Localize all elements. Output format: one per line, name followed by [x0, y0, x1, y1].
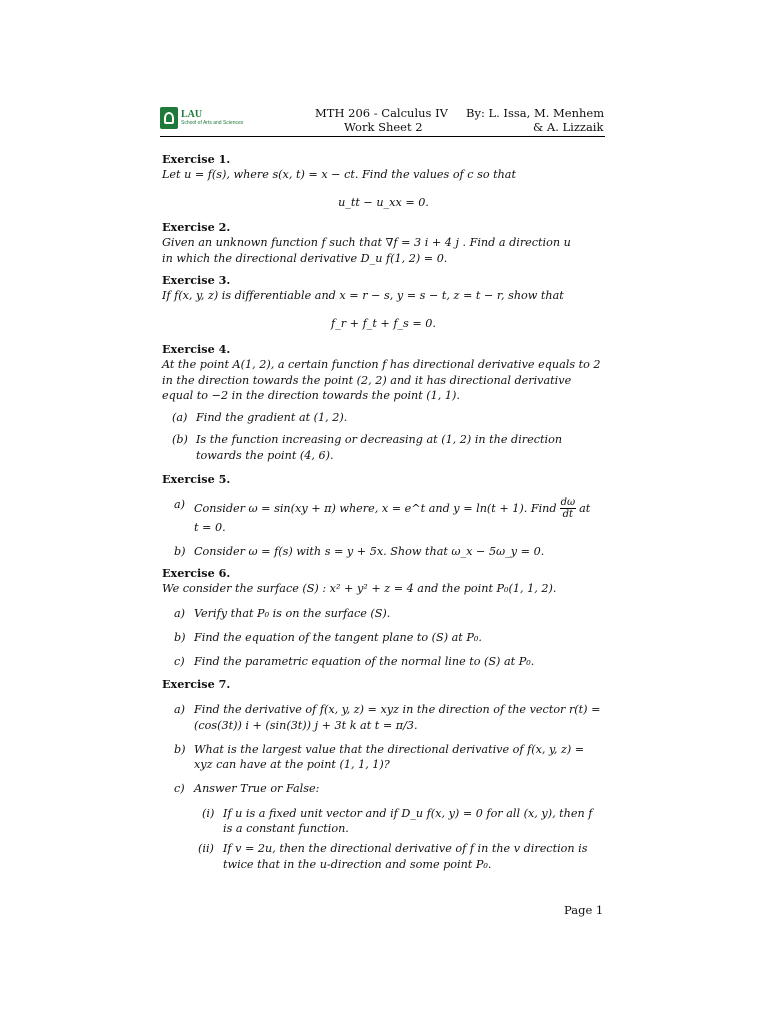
exercise-2: [162, 220, 605, 266]
list-item: [162, 702, 605, 733]
exercise-title: Exercise 1.: [162, 152, 231, 166]
list-item: [162, 630, 605, 645]
list-item: [162, 654, 605, 669]
derivative-fraction: [560, 497, 577, 520]
exercise-title: Exercise 4.: [162, 342, 231, 356]
exercise-text: We consider the surface (S) : x² + y² + z = 4 and the point P₀(1, 1, 2).: [162, 582, 557, 596]
exercise-text-line1: Given an unknown function f such that ∇f = 3 i + 4 j . Find a direction u: [162, 236, 571, 250]
list-item: [162, 497, 605, 535]
item-label: a): [174, 703, 186, 717]
exercise-3: [162, 273, 605, 331]
item-text-line2: t = 0.: [194, 521, 226, 535]
list-item: [162, 544, 605, 559]
sub-list-item: [162, 806, 605, 837]
item-label: (ii): [198, 842, 214, 856]
exercise-1: [162, 152, 605, 210]
logo-name: LAU: [181, 109, 203, 120]
item-label: (i): [202, 806, 215, 820]
item-text: Verify that P₀ is on the surface (S).: [194, 606, 391, 620]
item-text: Consider ω = f(s) with s = y + 5x. Show that ω_x − 5ω_y = 0.: [194, 544, 545, 558]
exercise-title: Exercise 3.: [162, 273, 231, 287]
item-label: (a): [172, 411, 188, 425]
exercise-text-line2: in which the directional derivative D_u f(1, 2) = 0.: [162, 251, 448, 265]
lau-shield-icon: [160, 107, 178, 129]
sub-list-item: [162, 841, 605, 872]
course-title: MTH 206 - Calculus IV: [315, 106, 448, 120]
exercise-5: [162, 472, 605, 559]
exercise-6: [162, 566, 605, 669]
fraction-numerator: dω: [560, 497, 576, 509]
exercise-7: [162, 677, 605, 872]
item-text: Is the function increasing or decreasing at (1, 2) in the direction towards the point (4, 6).: [196, 433, 563, 462]
item-text-line1: Find the derivative of f(x, y, z) = xyz in the direction of the vector r(t) =: [194, 703, 601, 717]
item-text: If u is a fixed unit vector and if D_u f(x, y) = 0 for all (x, y), then f is a constant function.: [223, 806, 593, 836]
sheet-title: Work Sheet 2: [344, 120, 423, 134]
item-text: Find the gradient at (1, 2).: [196, 411, 348, 425]
authors-line2: & A. Lizzaik: [533, 120, 604, 134]
exercise-text: Let u = f(s), where s(x, t) = x − ct. Find the values of c so that: [162, 168, 516, 182]
exercise-title: Exercise 6.: [162, 566, 231, 580]
item-label: b): [174, 544, 186, 558]
exercise-title: Exercise 7.: [162, 677, 231, 691]
exercise-title: Exercise 2.: [162, 220, 231, 234]
item-label: c): [174, 782, 185, 796]
header-rule: [160, 136, 605, 137]
exercise-equation: u_tt − u_xx = 0.: [338, 195, 429, 209]
list-item: [162, 410, 605, 425]
item-label: b): [174, 742, 186, 756]
list-item: [162, 432, 605, 463]
item-text: Answer True or False:: [194, 782, 320, 796]
item-text-line2: (cos(3t)) i + (sin(3t)) j + 3t k at t = π/3.: [194, 718, 418, 732]
item-label: c): [174, 655, 185, 669]
item-text: What is the largest value that the directional derivative of f(x, y, z) = xyz can have at the point (1, 1, 1)?: [194, 742, 585, 772]
logo-subtitle: School of Arts and Sciences: [181, 120, 244, 126]
item-label: b): [174, 630, 186, 644]
list-item: [162, 742, 605, 773]
item-text: If v = 2u, then the directional derivative of f in the v direction is twice that in the u-direction and some point P₀.: [223, 842, 588, 871]
item-label: (b): [172, 433, 188, 447]
item-text: Find the equation of the tangent plane to (S) at P₀.: [194, 630, 482, 644]
item-label: a): [174, 606, 186, 620]
authors-line1: By: L. Issa, M. Menhem: [466, 106, 605, 120]
lau-logo: [160, 107, 243, 129]
fraction-denominator: dt: [562, 509, 574, 521]
item-text: Find the parametric equation of the normal line to (S) at P₀.: [194, 655, 535, 669]
list-item: [162, 606, 605, 621]
item-label: a): [174, 498, 186, 512]
exercise-text: If f(x, y, z) is differentiable and x = r − s, y = s − t, z = t − r, show that: [162, 289, 564, 303]
exercise-text: At the point A(1, 2), a certain function f has directional derivative equals to 2 in the direction towards the point (2, 2) and it has directional derivative equal to −2 in the direction towards the point (1, 1).: [162, 358, 601, 402]
page-number: Page 1: [564, 903, 604, 917]
item-text: Consider ω = sin(xy + π) where, x = e^t and y = ln(t + 1). Find: [194, 502, 557, 516]
exercise-title: Exercise 5.: [162, 472, 231, 486]
list-item: [162, 781, 605, 796]
item-text-after: at: [579, 502, 591, 516]
exercise-equation: f_r + f_t + f_s = 0.: [331, 316, 436, 330]
exercise-4: [162, 342, 605, 463]
